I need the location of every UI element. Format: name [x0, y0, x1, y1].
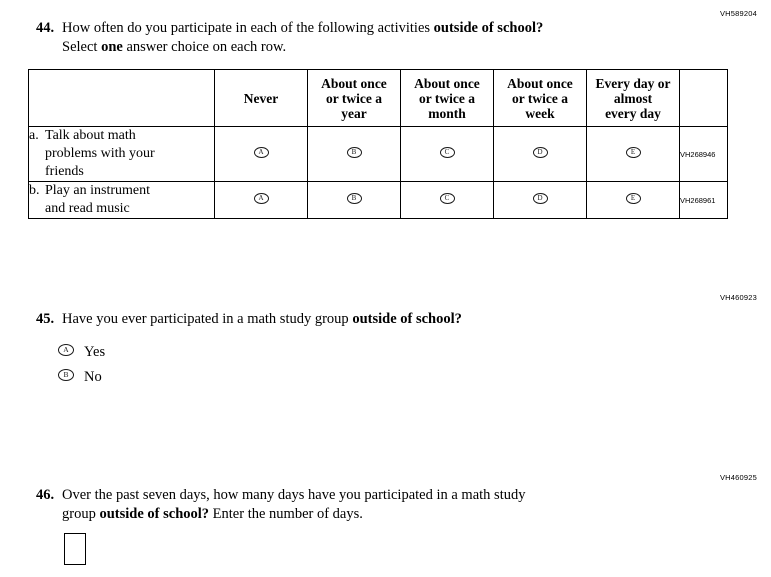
matrix-header-row: [29, 70, 728, 127]
matrix-row-b-option-everyday[interactable]: [587, 182, 680, 219]
question-46-number: 46.: [36, 487, 55, 503]
matrix-row-b-option-year[interactable]: [308, 182, 401, 219]
question-46-text-line2-after: Enter the number of days.: [209, 506, 363, 522]
matrix-header-stub: [29, 70, 215, 127]
question-45: [36, 310, 736, 389]
question-46: [36, 486, 736, 524]
matrix-row-a-option-month[interactable]: [401, 127, 494, 182]
radio-bubble[interactable]: E: [626, 147, 641, 158]
matrix-row-b-option-month[interactable]: [401, 182, 494, 219]
question-44-number: 44.: [36, 20, 55, 36]
question-45-text: Have you ever participated in a math study group: [62, 311, 353, 327]
radio-bubble[interactable]: D: [533, 147, 548, 158]
matrix-row-b-option-never[interactable]: [215, 182, 308, 219]
question-44-instruction-bold: one: [101, 39, 123, 55]
radio-bubble[interactable]: A: [58, 344, 74, 356]
matrix-row-a-option-never[interactable]: [215, 127, 308, 182]
option-no[interactable]: [58, 364, 736, 389]
radio-bubble[interactable]: C: [440, 193, 455, 204]
matrix-header-every-day: Every day or almost every day: [587, 70, 680, 127]
radio-bubble[interactable]: A: [254, 193, 269, 204]
question-44-text: How often do you participate in each of the following activities: [62, 20, 434, 36]
radio-bubble[interactable]: D: [533, 193, 548, 204]
radio-bubble[interactable]: B: [58, 369, 74, 381]
matrix-row-a-stub: [29, 127, 215, 182]
question-44: [36, 19, 736, 57]
table-row: [29, 127, 728, 182]
matrix-header-once-twice-year: About once or twice a year: [308, 70, 401, 127]
matrix-row-a-option-week[interactable]: [494, 127, 587, 182]
question-44-instruction-before: Select: [62, 39, 102, 55]
matrix-header-never: Never: [215, 70, 308, 127]
item-id-code-top: VH589204: [719, 9, 757, 18]
option-yes-label: Yes: [84, 343, 106, 360]
matrix-row-a-text: Talk about math problems with your friends: [45, 128, 155, 179]
question-46-text-line2-bold: outside of school?: [99, 506, 210, 522]
question-45-text-bold: outside of school?: [352, 311, 462, 327]
item-id-code-q45: VH460923: [719, 293, 757, 302]
matrix-row-b-option-week[interactable]: [494, 182, 587, 219]
matrix-row-b-text: Play an instrument and read music: [45, 183, 150, 216]
radio-bubble[interactable]: B: [347, 193, 362, 204]
radio-bubble[interactable]: E: [626, 193, 641, 204]
question-44-instruction-after: answer choice on each row.: [122, 39, 287, 55]
radio-bubble[interactable]: A: [254, 147, 269, 158]
matrix-row-b-letter: b.: [29, 183, 40, 198]
matrix-row-a-option-everyday[interactable]: [587, 127, 680, 182]
question-44-matrix: [28, 69, 728, 219]
table-row: [29, 182, 728, 219]
question-46-text-line1: Over the past seven days, how many days have you participated in a math study: [62, 487, 526, 503]
matrix-row-b-stub: [29, 182, 215, 219]
question-44-instruction: [36, 38, 736, 57]
question-44-text-bold: outside of school?: [433, 20, 544, 36]
question-45-prompt: [36, 310, 736, 329]
question-46-prompt-line1: [36, 486, 736, 505]
option-yes[interactable]: [58, 339, 736, 364]
matrix-header-code: [680, 70, 728, 127]
question-45-options: [58, 339, 736, 389]
matrix-row-a-option-year[interactable]: [308, 127, 401, 182]
question-44-prompt: [36, 19, 736, 38]
radio-bubble[interactable]: C: [440, 147, 455, 158]
matrix-header-once-twice-week: About once or twice a week: [494, 70, 587, 127]
item-id-code-q46: VH460925: [719, 473, 757, 482]
question-46-text-line2-before: group: [62, 506, 100, 522]
question-45-number: 45.: [36, 311, 55, 327]
matrix-row-b-code: VH268961: [680, 182, 728, 219]
option-no-label: No: [84, 368, 102, 385]
matrix-row-a-code: VH268946: [680, 127, 728, 182]
question-46-answer-box[interactable]: [64, 533, 86, 565]
radio-bubble[interactable]: B: [347, 147, 362, 158]
question-46-prompt-line2: [36, 505, 736, 524]
matrix-header-once-twice-month: About once or twice a month: [401, 70, 494, 127]
matrix-row-a-letter: a.: [29, 128, 39, 143]
